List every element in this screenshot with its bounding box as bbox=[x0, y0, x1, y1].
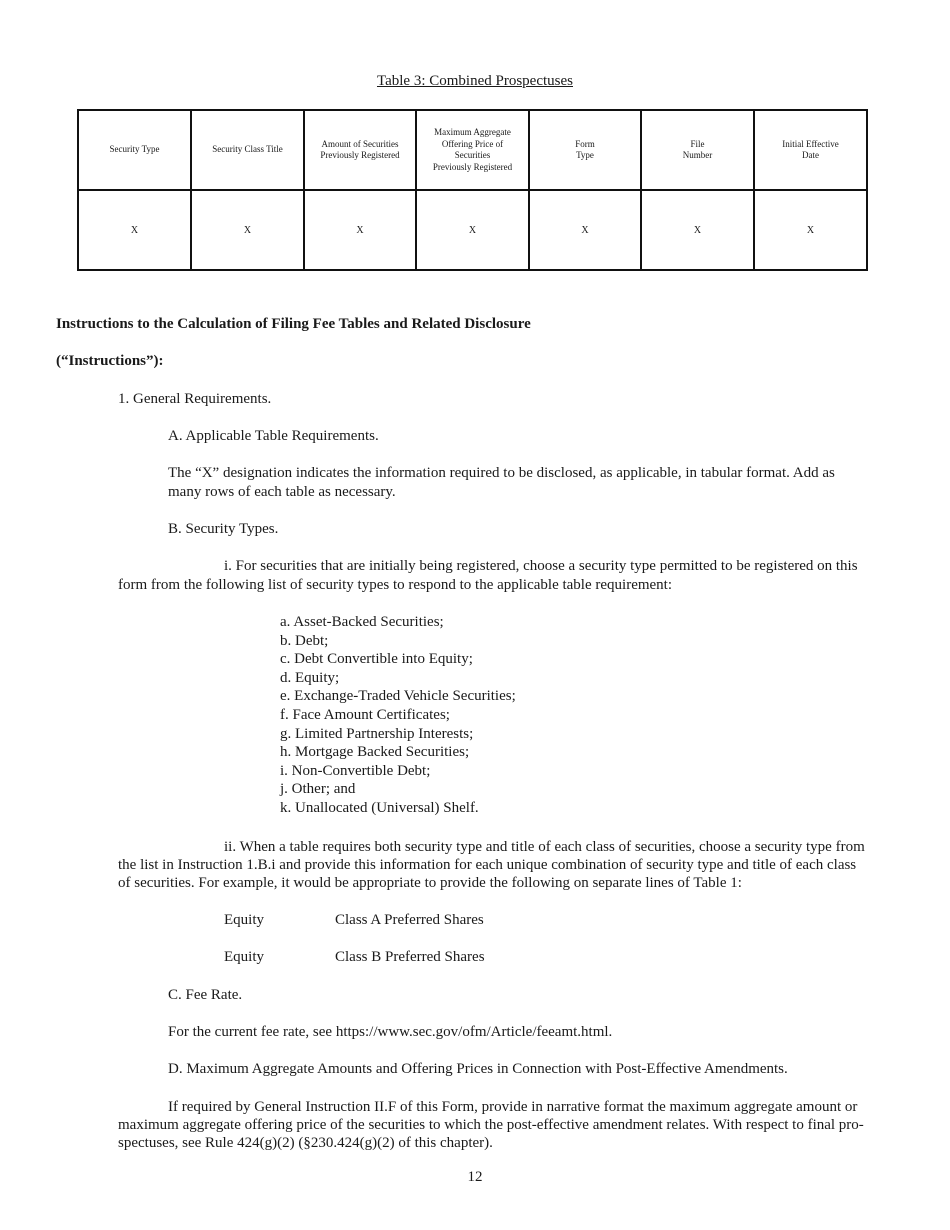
example-type-1: Equity bbox=[224, 912, 264, 928]
table-header-text: Securities bbox=[454, 150, 491, 160]
list-item: j. Other; and bbox=[280, 781, 356, 798]
table-header-text: Initial Effective bbox=[782, 138, 839, 149]
table-header-text: File bbox=[690, 138, 705, 149]
list-item: b. Debt; bbox=[280, 632, 329, 649]
table-header-cell bbox=[191, 110, 304, 190]
table-header-text: Amount of Securities bbox=[321, 138, 399, 149]
table-header-text: Form bbox=[575, 138, 595, 149]
table-header-text: Security Type bbox=[109, 144, 160, 155]
table-row bbox=[78, 190, 867, 270]
table-header-cell bbox=[304, 110, 416, 190]
list-item: k. Unallocated (Universal) Shelf. bbox=[280, 799, 479, 816]
section-1c-text: For the current fee rate, see https://www.sec.gov/ofm/Article/feeamt.html. bbox=[168, 1024, 613, 1040]
table-header-text: Date bbox=[802, 150, 819, 160]
table-header-cell bbox=[754, 110, 867, 190]
table-cell: X bbox=[191, 190, 304, 270]
table-header-text: Security Class Title bbox=[212, 144, 283, 155]
section-1b-i-line1: i. For securities that are initially being registered, choose a security type permitted to be registered on this bbox=[224, 558, 858, 574]
table-header-text: Number bbox=[682, 150, 713, 160]
section-1b-ii-line2: the list in Instruction 1.B.i and provide this information for each unique combination of security type and title of each class bbox=[118, 857, 857, 873]
list-item: g. Limited Partnership Interests; bbox=[280, 725, 474, 742]
table-header-text: Maximum Aggregate bbox=[434, 127, 511, 137]
security-types-list bbox=[280, 613, 516, 818]
table-cell: X bbox=[754, 190, 867, 270]
list-item: i. Non-Convertible Debt; bbox=[280, 762, 431, 779]
example-title-2: Class B Preferred Shares bbox=[335, 949, 485, 965]
instructions-heading: Instructions to the Calculation of Filing Fee Tables and Related Disclosure bbox=[56, 316, 531, 332]
list-item: h. Mortgage Backed Securities; bbox=[280, 744, 470, 761]
section-1d-line1: If required by General Instruction II.F of this Form, provide in narrative format the maximum aggregate amount or bbox=[168, 1099, 858, 1115]
section-1d-line2: maximum aggregate offering price of the securities to which the post-effective amendment relates. With respect to final pro- bbox=[118, 1117, 864, 1133]
section-1c-title: C. Fee Rate. bbox=[168, 987, 243, 1003]
section-1d-title: D. Maximum Aggregate Amounts and Offering Prices in Connection with Post-Effective Amendments. bbox=[168, 1061, 788, 1077]
table-header-text: Previously Registered bbox=[432, 161, 513, 172]
table-header-row bbox=[78, 110, 867, 190]
table-header-text: Previously Registered bbox=[320, 150, 400, 160]
section-1a-text: The “X” designation indicates the information required to be disclosed, as applicable, in tabular format. Add as many rows of each table as necessary. bbox=[168, 465, 835, 500]
page-number: 12 bbox=[467, 1169, 483, 1185]
instructions-heading-abbrev: (“Instructions”): bbox=[56, 353, 164, 369]
table-header-cell bbox=[641, 110, 754, 190]
table-cell: X bbox=[304, 190, 416, 270]
combined-prospectuses-table bbox=[77, 109, 868, 271]
section-1a-title: A. Applicable Table Requirements. bbox=[168, 428, 379, 444]
section-1b-ii-line1: ii. When a table requires both security type and title of each class of securities, choose a security type from bbox=[224, 839, 865, 855]
table-cell: X bbox=[529, 190, 641, 270]
section-1b-title: B. Security Types. bbox=[168, 521, 279, 537]
table-cell: X bbox=[416, 190, 529, 270]
table-caption: Table 3: Combined Prospectuses bbox=[376, 73, 573, 89]
table-header-text: Type bbox=[576, 150, 594, 160]
section-1b-ii-line3: of securities. For example, it would be appropriate to provide the following on separate lines of Table 1: bbox=[118, 875, 742, 891]
section-1d-line3: spectuses, see Rule 424(g)(2) (§230.424(g)(2) of this chapter). bbox=[118, 1135, 493, 1151]
table-cell: X bbox=[641, 190, 754, 270]
table-header-text: Offering Price of bbox=[441, 138, 504, 149]
list-item: c. Debt Convertible into Equity; bbox=[280, 651, 473, 668]
list-item: a. Asset-Backed Securities; bbox=[280, 614, 444, 630]
example-type-2: Equity bbox=[224, 949, 264, 965]
table-cell: X bbox=[78, 190, 191, 270]
table-header-cell bbox=[416, 110, 529, 190]
table-header-cell bbox=[78, 110, 191, 190]
list-item: e. Exchange-Traded Vehicle Securities; bbox=[280, 688, 516, 705]
table-header-cell bbox=[529, 110, 641, 190]
section-1-title: 1. General Requirements. bbox=[118, 391, 272, 407]
list-item: f. Face Amount Certificates; bbox=[280, 706, 450, 723]
section-1b-i-line2: form from the following list of security types to respond to the applicable table requirement: bbox=[118, 577, 673, 593]
example-title-1: Class A Preferred Shares bbox=[335, 912, 484, 928]
list-item: d. Equity; bbox=[280, 669, 340, 686]
